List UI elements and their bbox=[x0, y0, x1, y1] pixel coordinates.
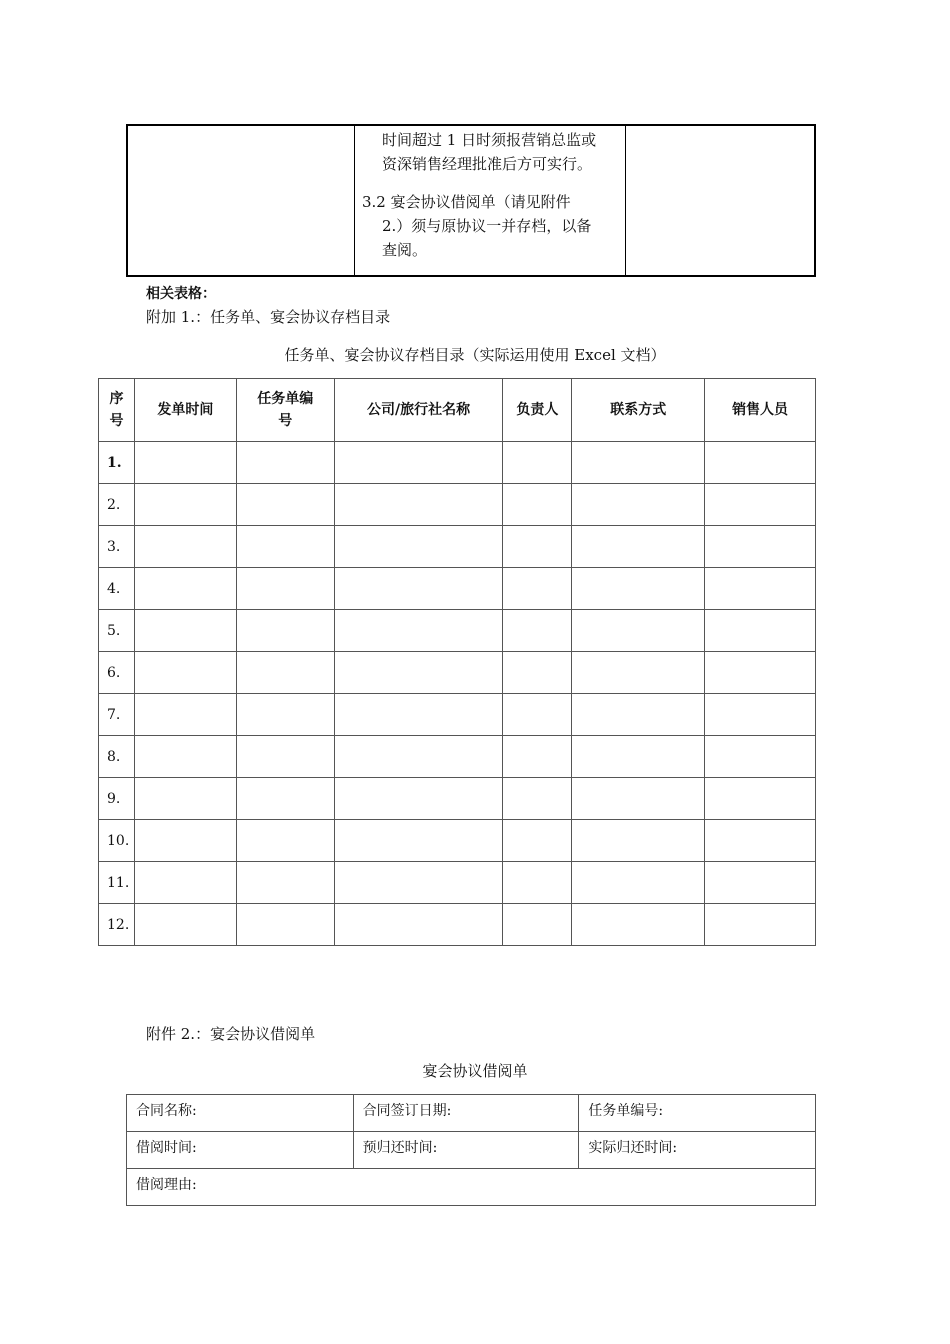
expected-return-field[interactable]: 预归还时间: bbox=[353, 1132, 579, 1169]
table-cell[interactable] bbox=[134, 736, 236, 778]
table-cell[interactable] bbox=[236, 568, 334, 610]
table-cell[interactable] bbox=[236, 736, 334, 778]
table-cell[interactable] bbox=[503, 694, 572, 736]
table-cell[interactable] bbox=[572, 820, 705, 862]
table-row bbox=[99, 484, 816, 526]
table-cell[interactable] bbox=[705, 694, 816, 736]
table-cell[interactable] bbox=[334, 736, 503, 778]
table-cell[interactable] bbox=[134, 820, 236, 862]
table-cell[interactable] bbox=[572, 568, 705, 610]
table-row bbox=[99, 820, 816, 862]
row-number: 2. bbox=[99, 484, 135, 526]
header-send-time: 发单时间 bbox=[134, 379, 236, 442]
procedure-text-line: 时间超过 1 日时须报营销总监或 bbox=[382, 131, 597, 149]
procedure-table bbox=[126, 124, 816, 277]
header-person: 负责人 bbox=[503, 379, 572, 442]
task-number-field[interactable]: 任务单编号: bbox=[579, 1095, 816, 1132]
table-cell[interactable] bbox=[134, 526, 236, 568]
table-cell[interactable] bbox=[134, 568, 236, 610]
table-cell[interactable] bbox=[572, 862, 705, 904]
table-cell[interactable] bbox=[503, 652, 572, 694]
table-row bbox=[127, 1132, 816, 1169]
related-forms-heading: 相关表格： bbox=[146, 286, 216, 302]
table-cell[interactable] bbox=[134, 442, 236, 484]
table-row bbox=[99, 610, 816, 652]
table-cell[interactable] bbox=[705, 442, 816, 484]
procedure-text-line: 3.2 宴会协议借阅单（请见附件 bbox=[362, 193, 571, 211]
table-cell[interactable] bbox=[334, 904, 503, 946]
row-number: 5. bbox=[99, 610, 135, 652]
table-cell[interactable] bbox=[236, 526, 334, 568]
row-number: 4. bbox=[99, 568, 135, 610]
table-cell[interactable] bbox=[503, 862, 572, 904]
row-number: 12. bbox=[99, 904, 135, 946]
table-cell[interactable] bbox=[705, 526, 816, 568]
table-cell[interactable] bbox=[503, 778, 572, 820]
attachment1-title: 任务单、宴会协议存档目录（实际运用使用 Excel 文档） bbox=[284, 346, 666, 364]
header-contact: 联系方式 bbox=[572, 379, 705, 442]
table-row bbox=[99, 778, 816, 820]
table-cell[interactable] bbox=[572, 526, 705, 568]
table-cell[interactable] bbox=[334, 484, 503, 526]
table-cell[interactable] bbox=[503, 610, 572, 652]
header-company: 公司/旅行社名称 bbox=[334, 379, 503, 442]
table-cell[interactable] bbox=[705, 862, 816, 904]
table-row bbox=[99, 526, 816, 568]
table-cell[interactable] bbox=[236, 694, 334, 736]
table-cell[interactable] bbox=[334, 568, 503, 610]
table-cell[interactable] bbox=[503, 568, 572, 610]
header-sales: 销售人员 bbox=[705, 379, 816, 442]
table-cell[interactable] bbox=[572, 694, 705, 736]
procedure-text-line: 查阅。 bbox=[382, 241, 428, 259]
table-cell[interactable] bbox=[236, 442, 334, 484]
actual-return-field[interactable]: 实际归还时间: bbox=[579, 1132, 816, 1169]
table-cell[interactable] bbox=[134, 484, 236, 526]
table-header-row bbox=[99, 379, 816, 442]
table-row bbox=[99, 652, 816, 694]
table-cell[interactable] bbox=[236, 652, 334, 694]
table-cell[interactable] bbox=[572, 442, 705, 484]
table-cell[interactable] bbox=[334, 610, 503, 652]
contract-date-field[interactable]: 合同签订日期: bbox=[353, 1095, 579, 1132]
table-cell[interactable] bbox=[236, 862, 334, 904]
table-cell[interactable] bbox=[236, 484, 334, 526]
table-cell[interactable] bbox=[134, 652, 236, 694]
row-number: 7. bbox=[99, 694, 135, 736]
table-cell[interactable] bbox=[134, 778, 236, 820]
row-number: 11. bbox=[99, 862, 135, 904]
row-number: 1. bbox=[99, 442, 135, 484]
contract-name-field[interactable]: 合同名称: bbox=[127, 1095, 354, 1132]
procedure-col-1 bbox=[128, 126, 355, 275]
table-cell[interactable] bbox=[705, 778, 816, 820]
table-cell[interactable] bbox=[236, 820, 334, 862]
table-cell[interactable] bbox=[134, 862, 236, 904]
table-cell[interactable] bbox=[334, 778, 503, 820]
table-cell[interactable] bbox=[572, 736, 705, 778]
borrow-form-table bbox=[126, 1094, 816, 1206]
borrow-reason-field[interactable]: 借阅理由: bbox=[127, 1169, 816, 1206]
table-cell[interactable] bbox=[503, 442, 572, 484]
attachment2-title: 宴会协议借阅单 bbox=[422, 1062, 528, 1080]
table-row bbox=[99, 694, 816, 736]
procedure-text-line: 资深销售经理批准后方可实行。 bbox=[382, 155, 593, 173]
table-cell[interactable] bbox=[236, 610, 334, 652]
table-cell[interactable] bbox=[134, 610, 236, 652]
table-cell[interactable] bbox=[334, 442, 503, 484]
table-cell[interactable] bbox=[334, 526, 503, 568]
table-cell[interactable] bbox=[503, 484, 572, 526]
procedure-col-3 bbox=[625, 126, 814, 275]
table-cell[interactable] bbox=[334, 862, 503, 904]
table-row bbox=[99, 736, 816, 778]
table-cell[interactable] bbox=[134, 904, 236, 946]
table-cell[interactable] bbox=[705, 820, 816, 862]
table-cell[interactable] bbox=[572, 610, 705, 652]
table-row bbox=[127, 1169, 816, 1206]
table-row bbox=[127, 1095, 816, 1132]
header-task-no: 任务单编 号 bbox=[236, 379, 334, 442]
table-row bbox=[99, 862, 816, 904]
table-cell[interactable] bbox=[503, 736, 572, 778]
table-cell[interactable] bbox=[572, 904, 705, 946]
row-number: 6. bbox=[99, 652, 135, 694]
table-cell[interactable] bbox=[236, 778, 334, 820]
borrow-time-field[interactable]: 借阅时间: bbox=[127, 1132, 354, 1169]
table-cell[interactable] bbox=[503, 904, 572, 946]
table-cell[interactable] bbox=[705, 610, 816, 652]
table-cell[interactable] bbox=[134, 694, 236, 736]
table-cell[interactable] bbox=[572, 484, 705, 526]
table-cell[interactable] bbox=[334, 820, 503, 862]
procedure-text-line: 2.）须与原协议一并存档，以备 bbox=[382, 217, 592, 235]
table-row bbox=[99, 442, 816, 484]
table-cell[interactable] bbox=[572, 778, 705, 820]
table-cell[interactable] bbox=[334, 652, 503, 694]
table-cell[interactable] bbox=[503, 820, 572, 862]
table-row bbox=[99, 568, 816, 610]
row-number: 9. bbox=[99, 778, 135, 820]
attachment2-label: 附件 2.：宴会协议借阅单 bbox=[146, 1025, 316, 1043]
table-cell[interactable] bbox=[236, 904, 334, 946]
attachment1-label: 附加 1.：任务单、宴会协议存档目录 bbox=[146, 308, 391, 326]
table-cell[interactable] bbox=[705, 652, 816, 694]
table-cell[interactable] bbox=[705, 736, 816, 778]
table-cell[interactable] bbox=[334, 694, 503, 736]
table-row bbox=[99, 904, 816, 946]
archive-catalog-table bbox=[98, 378, 816, 946]
table-cell[interactable] bbox=[705, 904, 816, 946]
row-number: 3. bbox=[99, 526, 135, 568]
table-cell[interactable] bbox=[503, 526, 572, 568]
row-number: 8. bbox=[99, 736, 135, 778]
table-cell[interactable] bbox=[705, 568, 816, 610]
row-number: 10. bbox=[99, 820, 135, 862]
table-cell[interactable] bbox=[705, 484, 816, 526]
procedure-col-2 bbox=[354, 126, 626, 275]
header-seq: 序 号 bbox=[99, 379, 135, 442]
table-cell[interactable] bbox=[572, 652, 705, 694]
